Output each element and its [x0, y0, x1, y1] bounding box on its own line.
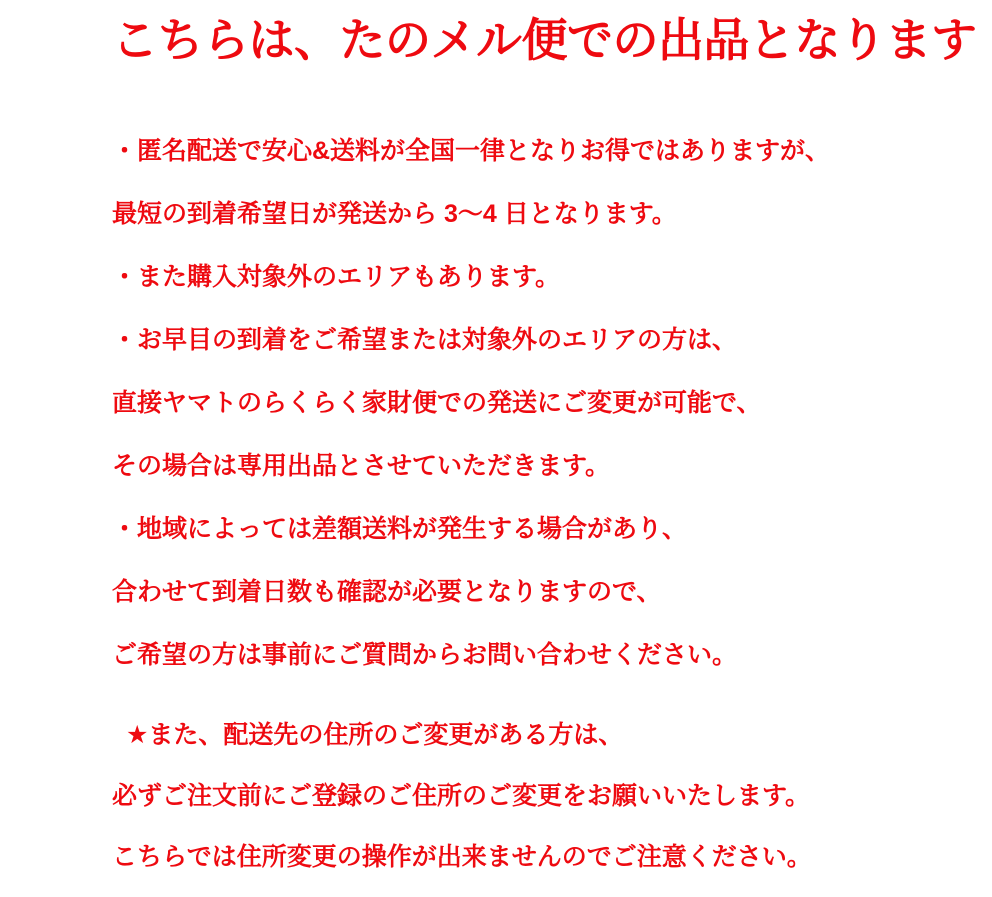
page-title: こちらは、たのメル便での出品となります: [112, 14, 977, 66]
notice-line: 合わせて到着日数も確認が必要となりますので、: [112, 578, 662, 606]
notice-line: ・匿名配送で安心&送料が全国一律となりお得ではありますが、: [112, 137, 831, 165]
notice-line: 直接ヤマトのらくらく家財便での発送にご変更が可能で、: [112, 389, 762, 417]
notice-paragraph-shipping: [112, 120, 912, 687]
notice-line: その場合は専用出品とさせていただきます。: [112, 452, 611, 480]
notice-line: ★また、配送先の住所のご変更がある方は、: [126, 721, 624, 749]
notice-paragraph-address: [112, 705, 912, 888]
notice-line: 必ずご注文前にご登録のご住所のご変更をお願いいたします。: [112, 782, 811, 810]
notice-line: 最短の到着希望日が発送から 3～4 日となります。: [112, 200, 677, 228]
notice-line: ・地域によっては差額送料が発生する場合があり、: [112, 515, 688, 543]
notice-line: ・お早目の到着をご希望または対象外のエリアの方は、: [112, 326, 738, 354]
notice-line: ご希望の方は事前にご質問からお問い合わせください。: [112, 641, 738, 669]
notice-line: こちらでは住所変更の操作が出来ませんのでご注意ください。: [112, 843, 812, 871]
notice-line: ・また購入対象外のエリアもあります。: [112, 263, 561, 291]
